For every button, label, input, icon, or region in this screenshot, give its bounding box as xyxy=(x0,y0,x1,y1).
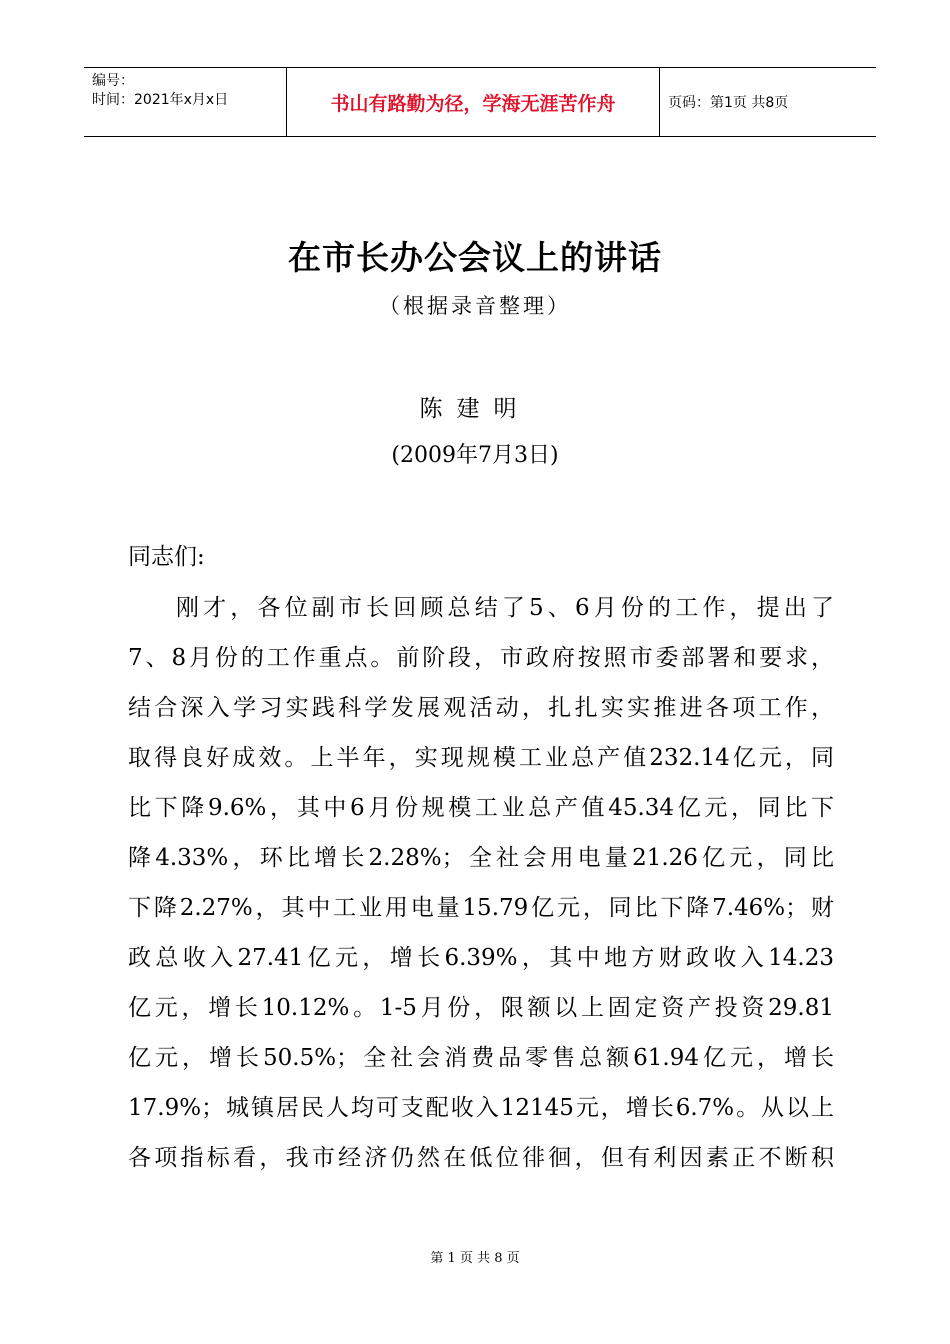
header-motto: 书山有路勤为径，学海无涯苦作舟 xyxy=(330,92,616,115)
body-line: 17.9%；城镇居民人均可支配收入12145元，增长6.7%。从以上 xyxy=(128,1095,834,1121)
number-label: 编号： xyxy=(92,73,134,89)
page-footer: 第 1 页 共 8 页 xyxy=(430,1251,520,1266)
speech-date: (2009年7月3日) xyxy=(391,443,559,468)
page-title: 在市长办公会议上的讲话 xyxy=(288,238,662,277)
body-line: 亿元，增长10.12%。1-5月份，限额以上固定资产投资29.81 xyxy=(128,995,834,1021)
body-line: 结合深入学习实践科学发展观活动，扎扎实实推进各项工作， xyxy=(128,695,834,721)
author: 陈建明 xyxy=(419,396,531,422)
header-page-label: 页码：第1页 共8页 xyxy=(668,95,789,111)
body-line: 刚才，各位副市长回顾总结了5、6月份的工作，提出了 xyxy=(176,595,834,621)
body-line: 比下降9.6%，其中6月份规模工业总产值45.34亿元，同比下 xyxy=(128,795,834,821)
body-line: 政总收入27.41亿元，增长6.39%，其中地方财政收入14.23 xyxy=(128,945,834,971)
salutation: 同志们: xyxy=(128,544,205,570)
page-subtitle: （根据录音整理） xyxy=(379,294,571,318)
body-line: 7、8月份的工作重点。前阶段，市政府按照市委部署和要求， xyxy=(128,645,834,671)
header-divider xyxy=(659,68,660,136)
body-line: 降4.33%，环比增长2.28%；全社会用电量21.26亿元，同比 xyxy=(128,845,834,871)
body-text xyxy=(128,583,834,1183)
body-line: 下降2.27%，其中工业用电量15.79亿元，同比下降7.46%；财 xyxy=(128,895,834,921)
body-line: 取得良好成效。上半年，实现规模工业总产值232.14亿元，同 xyxy=(128,745,834,771)
body-line: 各项指标看，我市经济仍然在低位徘徊，但有利因素正不断积 xyxy=(128,1145,834,1171)
body-line: 亿元，增长50.5%；全社会消费品零售总额61.94亿元，增长 xyxy=(128,1045,834,1071)
time-label: 时间：2021年x月x日 xyxy=(92,92,229,108)
header-meta xyxy=(92,72,282,110)
document-header xyxy=(84,67,876,137)
